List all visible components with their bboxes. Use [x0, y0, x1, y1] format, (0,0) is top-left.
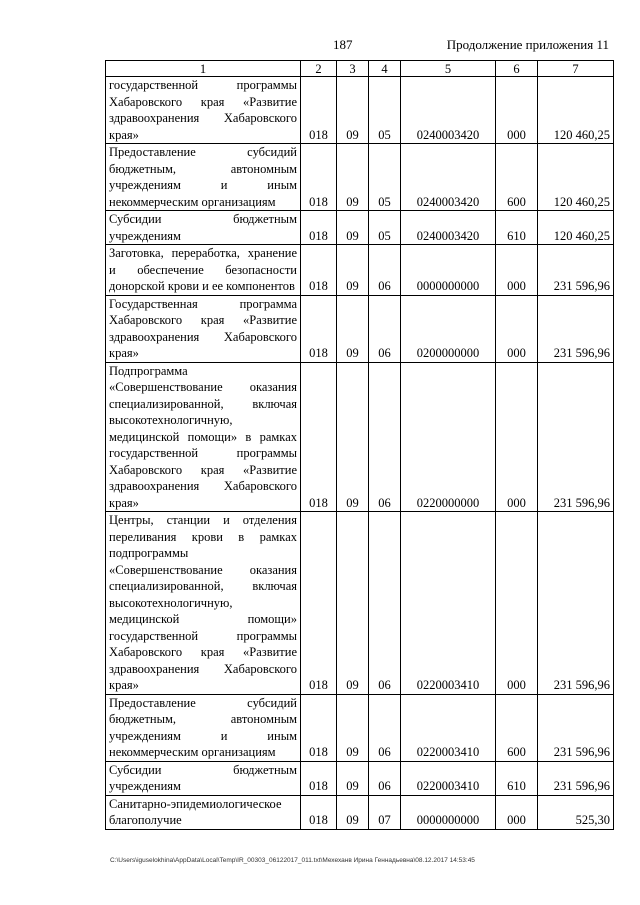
- admin-code-cell: 018: [301, 295, 337, 362]
- table-row: [106, 245, 614, 296]
- subsection-cell: 05: [369, 144, 401, 211]
- row-name-cell: Государственная программа Хабаровского края «Развитие здравоохранения Хабаровского края»: [106, 295, 301, 362]
- row-name-cell: Предоставление субсидий бюджетным, автономным учреждениям и иным некоммерческим организациям: [106, 694, 301, 761]
- column-header: 7: [538, 61, 614, 77]
- amount-cell: 120 460,25: [538, 77, 614, 144]
- table-row: [106, 362, 614, 512]
- expense-type-cell: 000: [496, 77, 538, 144]
- subsection-cell: 05: [369, 211, 401, 245]
- table-row: [106, 144, 614, 211]
- table-row: [106, 295, 614, 362]
- row-name-cell: Заготовка, переработка, хранение и обеспечение безопасности донорской крови и ее компонентов: [106, 245, 301, 296]
- target-article-cell: 0240003420: [401, 77, 496, 144]
- amount-cell: 231 596,96: [538, 512, 614, 695]
- column-header: 6: [496, 61, 538, 77]
- section-cell: 09: [337, 144, 369, 211]
- row-name-cell: государственной программы Хабаровского края «Развитие здравоохранения Хабаровского края»: [106, 77, 301, 144]
- target-article-cell: 0220003410: [401, 761, 496, 795]
- table-row: [106, 211, 614, 245]
- expense-type-cell: 610: [496, 761, 538, 795]
- expense-type-cell: 600: [496, 694, 538, 761]
- column-header: 2: [301, 61, 337, 77]
- column-header: 1: [106, 61, 301, 77]
- amount-cell: 525,30: [538, 795, 614, 829]
- table-header-row: [106, 61, 614, 77]
- expense-type-cell: 000: [496, 245, 538, 296]
- section-cell: 09: [337, 795, 369, 829]
- admin-code-cell: 018: [301, 362, 337, 512]
- row-name-cell: Санитарно-эпидемиологическое благополучие: [106, 795, 301, 829]
- target-article-cell: 0000000000: [401, 795, 496, 829]
- expense-type-cell: 000: [496, 295, 538, 362]
- row-name-cell: Предоставление субсидий бюджетным, автономным учреждениям и иным некоммерческим организациям: [106, 144, 301, 211]
- admin-code-cell: 018: [301, 144, 337, 211]
- amount-cell: 231 596,96: [538, 761, 614, 795]
- admin-code-cell: 018: [301, 512, 337, 695]
- table-row: [106, 761, 614, 795]
- amount-cell: 231 596,96: [538, 295, 614, 362]
- admin-code-cell: 018: [301, 795, 337, 829]
- section-cell: 09: [337, 77, 369, 144]
- subsection-cell: 07: [369, 795, 401, 829]
- row-name-cell: Субсидии бюджетным учреждениям: [106, 211, 301, 245]
- amount-cell: 120 460,25: [538, 144, 614, 211]
- section-cell: 09: [337, 694, 369, 761]
- section-cell: 09: [337, 245, 369, 296]
- expense-type-cell: 610: [496, 211, 538, 245]
- column-header: 3: [337, 61, 369, 77]
- table-row: [106, 512, 614, 695]
- subsection-cell: 06: [369, 512, 401, 695]
- continuation-label: Продолжение приложения 11: [446, 37, 609, 52]
- table-row: [106, 77, 614, 144]
- column-header: 5: [401, 61, 496, 77]
- column-header: 4: [369, 61, 401, 77]
- admin-code-cell: 018: [301, 245, 337, 296]
- table-row: [106, 694, 614, 761]
- admin-code-cell: 018: [301, 77, 337, 144]
- section-cell: 09: [337, 512, 369, 695]
- amount-cell: 231 596,96: [538, 245, 614, 296]
- section-cell: 09: [337, 211, 369, 245]
- target-article-cell: 0200000000: [401, 295, 496, 362]
- target-article-cell: 0000000000: [401, 245, 496, 296]
- row-name-cell: Субсидии бюджетным учреждениям: [106, 761, 301, 795]
- amount-cell: 231 596,96: [538, 694, 614, 761]
- subsection-cell: 06: [369, 694, 401, 761]
- target-article-cell: 0220003410: [401, 512, 496, 695]
- target-article-cell: 0220000000: [401, 362, 496, 512]
- row-name-cell: Подпрограмма «Совершенствование оказания специализированной, включая высокотехнологичную, медицинской помощи» в рамках государственной программы Хабаровского края «Развитие здравоохранения Хабаровского края»: [106, 362, 301, 512]
- expense-type-cell: 600: [496, 144, 538, 211]
- target-article-cell: 0240003420: [401, 211, 496, 245]
- page-number: 187: [333, 37, 353, 52]
- footer-file-path: C:\Users\iguselokhina\AppData\Local\Temp\IR_00303_06122017_011.txt\Мехеханв Ирина Геннадьевна\08.12.2017 14:53:45: [110, 857, 475, 864]
- expense-type-cell: 000: [496, 362, 538, 512]
- amount-cell: 231 596,96: [538, 362, 614, 512]
- subsection-cell: 06: [369, 245, 401, 296]
- expense-type-cell: 000: [496, 795, 538, 829]
- expense-type-cell: 000: [496, 512, 538, 695]
- subsection-cell: 05: [369, 77, 401, 144]
- subsection-cell: 06: [369, 295, 401, 362]
- subsection-cell: 06: [369, 362, 401, 512]
- amount-cell: 120 460,25: [538, 211, 614, 245]
- row-name-cell: Центры, станции и отделения переливания крови в рамках подпрограммы «Совершенствование оказания специализированной, включая высокотехнологичную, медицинской помощи» государственной программы Хабаровского края «Развитие здравоохранения Хабаровского края»: [106, 512, 301, 695]
- budget-table: [105, 60, 614, 830]
- section-cell: 09: [337, 295, 369, 362]
- section-cell: 09: [337, 761, 369, 795]
- admin-code-cell: 018: [301, 694, 337, 761]
- table-body: [106, 77, 614, 830]
- admin-code-cell: 018: [301, 761, 337, 795]
- table-row: [106, 795, 614, 829]
- admin-code-cell: 018: [301, 211, 337, 245]
- target-article-cell: 0240003420: [401, 144, 496, 211]
- section-cell: 09: [337, 362, 369, 512]
- subsection-cell: 06: [369, 761, 401, 795]
- target-article-cell: 0220003410: [401, 694, 496, 761]
